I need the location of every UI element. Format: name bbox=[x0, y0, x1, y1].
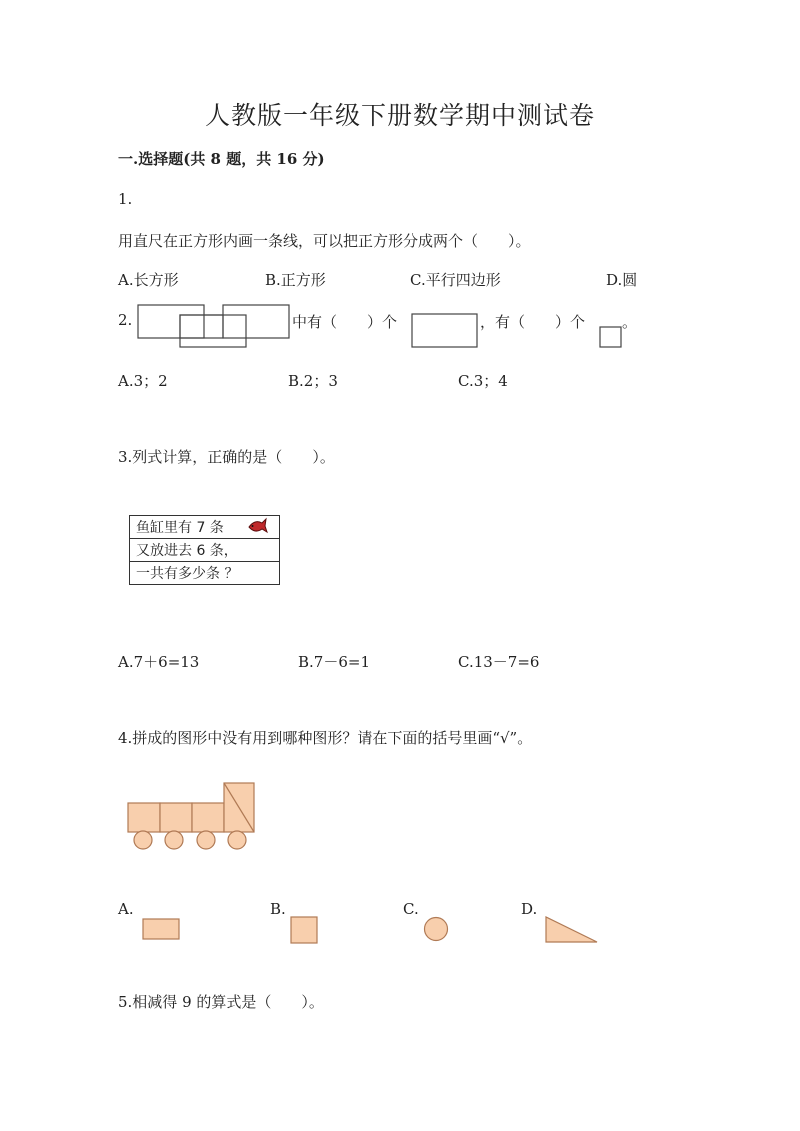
q1-number: 1. bbox=[118, 190, 133, 208]
q1-option-b[interactable]: B.正方形 bbox=[265, 271, 326, 289]
q4-truck-figure bbox=[124, 778, 260, 854]
q4-option-b[interactable]: B. bbox=[270, 900, 286, 918]
rectangle-shape-icon bbox=[141, 916, 181, 942]
q4-option-c[interactable]: C. bbox=[403, 900, 419, 918]
q2-number: 2. bbox=[118, 311, 133, 329]
q1-option-c[interactable]: C.平行四边形 bbox=[410, 271, 501, 289]
q3-row-3: 一共有多少条 ？ bbox=[130, 562, 280, 585]
triangle-shape-icon bbox=[543, 914, 601, 946]
q2-rectangles-figure bbox=[134, 300, 294, 350]
q5-text: 5.相减得 9 的算式是（ ）。 bbox=[118, 993, 324, 1011]
q3-option-c[interactable]: C.13－7=6 bbox=[458, 653, 540, 671]
q2-rectangle-icon bbox=[410, 312, 480, 350]
q2-option-b[interactable]: B.2；3 bbox=[288, 372, 338, 390]
q2-square-icon bbox=[598, 325, 624, 349]
section-heading: 一.选择题(共 8 题，共 16 分) bbox=[118, 150, 325, 168]
q1-option-d[interactable]: D.圆 bbox=[606, 271, 638, 289]
q3-row-2: 又放进去 6 条， bbox=[130, 539, 280, 562]
q3-text: 3.列式计算，正确的是（ ）。 bbox=[118, 448, 335, 466]
q2-option-a[interactable]: A.3；2 bbox=[118, 372, 168, 390]
q1-option-a[interactable]: A.长方形 bbox=[118, 271, 179, 289]
page-title: 人教版一年级下册数学期中测试卷 bbox=[204, 101, 595, 130]
q1-text: 用直尺在正方形内画一条线，可以把正方形分成两个（ ）。 bbox=[118, 232, 531, 250]
q2-text-part2: ，有（ ）个 bbox=[480, 313, 586, 331]
q3-option-b[interactable]: B.7－6=1 bbox=[298, 653, 370, 671]
q2-text-part3: 。 bbox=[622, 313, 638, 331]
q4-option-d[interactable]: D. bbox=[521, 900, 538, 918]
q3-row-1: 鱼缸里有 7 条 bbox=[130, 516, 280, 539]
circle-shape-icon bbox=[422, 915, 450, 943]
square-shape-icon bbox=[289, 915, 319, 945]
fish-icon bbox=[246, 515, 268, 537]
q4-text: 4.拼成的图形中没有用到哪种图形？请在下面的括号里画“√”。 bbox=[118, 729, 533, 747]
q2-option-c[interactable]: C.3；4 bbox=[458, 372, 508, 390]
q4-option-a[interactable]: A. bbox=[118, 900, 134, 918]
q2-text-part1: 中有（ ）个 bbox=[292, 313, 398, 331]
q3-option-a[interactable]: A.7＋6=13 bbox=[118, 653, 200, 671]
